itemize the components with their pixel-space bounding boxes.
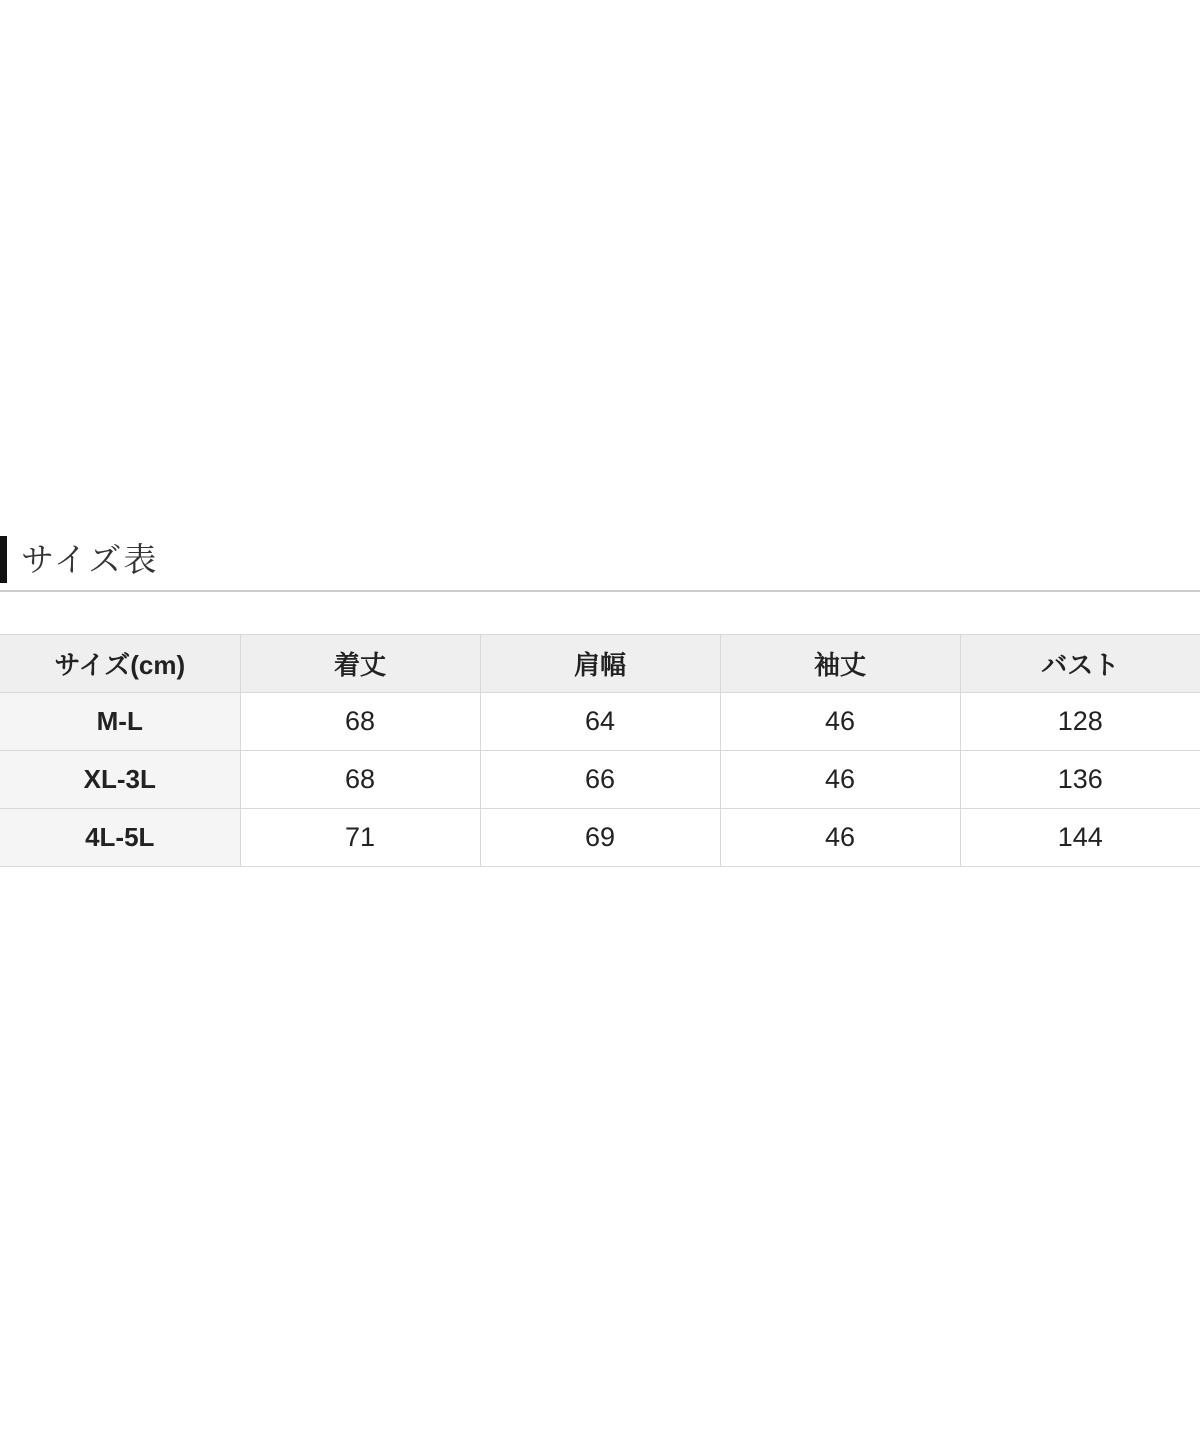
table-cell: 68 bbox=[240, 751, 480, 809]
section-title: サイズ表 bbox=[21, 540, 159, 578]
column-header-shoulder-width: 肩幅 bbox=[480, 635, 720, 693]
table-cell: 66 bbox=[480, 751, 720, 809]
table-cell: 46 bbox=[720, 809, 960, 867]
table-cell: 46 bbox=[720, 693, 960, 751]
size-table-header-row bbox=[0, 635, 1200, 693]
table-cell: 136 bbox=[960, 751, 1200, 809]
table-cell: 64 bbox=[480, 693, 720, 751]
row-label: XL-3L bbox=[0, 751, 240, 809]
size-table bbox=[0, 634, 1200, 867]
title-divider bbox=[0, 590, 1200, 592]
section-header bbox=[0, 534, 1200, 584]
row-label: M-L bbox=[0, 693, 240, 751]
table-cell: 46 bbox=[720, 751, 960, 809]
column-header-bust: バスト bbox=[960, 635, 1200, 693]
title-accent-bar bbox=[0, 536, 7, 583]
table-cell: 68 bbox=[240, 693, 480, 751]
table-cell: 71 bbox=[240, 809, 480, 867]
column-header-body-length: 着丈 bbox=[240, 635, 480, 693]
size-table-row-m-l bbox=[0, 693, 1200, 751]
size-table-row-xl-3l bbox=[0, 751, 1200, 809]
size-table-row-4l-5l bbox=[0, 809, 1200, 867]
table-cell: 69 bbox=[480, 809, 720, 867]
table-cell: 144 bbox=[960, 809, 1200, 867]
row-label: 4L-5L bbox=[0, 809, 240, 867]
column-header-sleeve-length: 袖丈 bbox=[720, 635, 960, 693]
column-header-size: サイズ(cm) bbox=[0, 635, 240, 693]
table-cell: 128 bbox=[960, 693, 1200, 751]
